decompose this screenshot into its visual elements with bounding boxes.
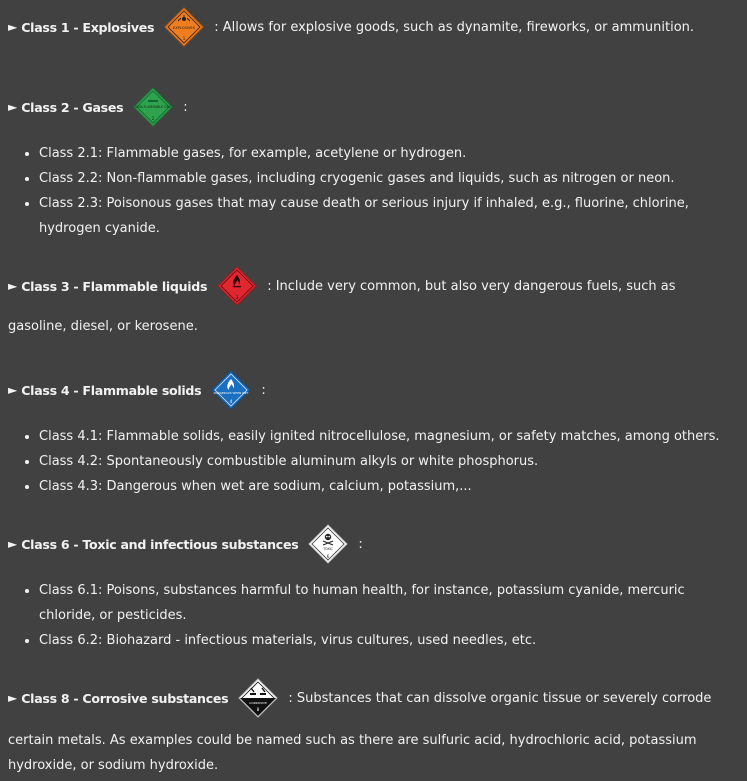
section-title: Class 1 - Explosives: [21, 19, 155, 35]
section-class-1: [8, 7, 741, 47]
section-class-2: [8, 87, 741, 241]
list-item: Class 6.1: Poisons, substances harmful to human health, for instance, potassium cyanide, mercuric chloride, or pesticides.: [8, 578, 741, 628]
svg-text:3: 3: [235, 295, 239, 300]
section-title: Class 2 - Gases: [21, 99, 124, 115]
list-item: Class 4.3: Dangerous when wet are sodium, calcium, potassium,...: [8, 474, 741, 499]
list-item: Class 6.2: Biohazard - infectious materials, virus cultures, used needles, etc.: [8, 628, 741, 653]
svg-text:8: 8: [257, 707, 260, 712]
section-title: Class 3 - Flammable liquids: [21, 278, 208, 294]
svg-text:EXPLOSIVES: EXPLOSIVES: [173, 26, 196, 30]
svg-text:4: 4: [230, 399, 233, 404]
list-item: Class 4.1: Flammable solids, easily ignited nitrocellulose, magnesium, or safety matches, among others.: [8, 424, 741, 449]
subclass-list: [8, 141, 741, 241]
section-description: :: [183, 99, 188, 115]
svg-text:CORROSIVE: CORROSIVE: [249, 701, 268, 705]
explosives-hazard-sign-icon: [164, 7, 204, 47]
non-flammable-gas-hazard-sign-icon: [133, 87, 173, 127]
svg-text:2: 2: [152, 116, 155, 121]
section-description: :: [261, 382, 266, 398]
subclass-list: [8, 578, 741, 653]
section-title: Class 4 - Flammable solids: [21, 382, 202, 398]
arrow-marker: ►: [8, 20, 18, 34]
arrow-marker: ►: [8, 100, 18, 114]
list-item: Class 4.2: Spontaneously combustible aluminum alkyls or white phosphorus.: [8, 449, 741, 474]
subclass-list: [8, 424, 741, 499]
svg-text:1: 1: [182, 36, 186, 41]
arrow-marker: ►: [8, 537, 18, 551]
arrow-marker: ►: [8, 383, 18, 397]
flammable-liquid-hazard-sign-icon: [217, 266, 257, 306]
section-description-continued: certain metals. As examples could be named such as there are sulfuric acid, hydrochloric acid, potassium hydroxide, or sodium hydroxide.: [8, 733, 697, 773]
section-description: :: [358, 536, 363, 552]
section-description: : Allows for explosive goods, such as dynamite, fireworks, or ammunition.: [214, 19, 695, 35]
dangerous-when-wet-hazard-sign-icon: [211, 370, 251, 410]
svg-text:DANGEROUS WHEN WET: DANGEROUS WHEN WET: [213, 391, 249, 395]
toxic-hazard-sign-icon: [308, 524, 348, 564]
section-class-8: [8, 678, 741, 773]
list-item: Class 2.2: Non-flammable gases, including cryogenic gases and liquids, such as nitrogen or neon.: [8, 166, 741, 191]
corrosive-hazard-sign-icon: [238, 678, 278, 718]
svg-text:6: 6: [327, 554, 330, 559]
arrow-marker: ►: [8, 279, 18, 293]
list-item: Class 2.3: Poisonous gases that may cause death or serious injury if inhaled, e.g., fluorine, chlorine, hydrogen cyanide.: [8, 191, 741, 241]
section-class-6: [8, 524, 741, 653]
section-description-continued: gasoline, diesel, or kerosene.: [8, 319, 198, 334]
section-description: : Include very common, but also very dangerous fuels, such as: [267, 278, 676, 294]
svg-text:TOXIC: TOXIC: [323, 547, 334, 551]
section-title: Class 8 - Corrosive substances: [21, 690, 229, 706]
section-title: Class 6 - Toxic and infectious substances: [21, 536, 299, 552]
arrow-marker: ►: [8, 691, 18, 705]
section-class-3: [8, 266, 741, 334]
list-item: Class 2.1: Flammable gases, for example, acetylene or hydrogen.: [8, 141, 741, 166]
section-class-4: [8, 370, 741, 499]
section-description: : Substances that can dissolve organic tissue or severely corrode: [288, 690, 712, 706]
svg-text:NON-FLAMMABLE GAS: NON-FLAMMABLE GAS: [135, 105, 172, 109]
